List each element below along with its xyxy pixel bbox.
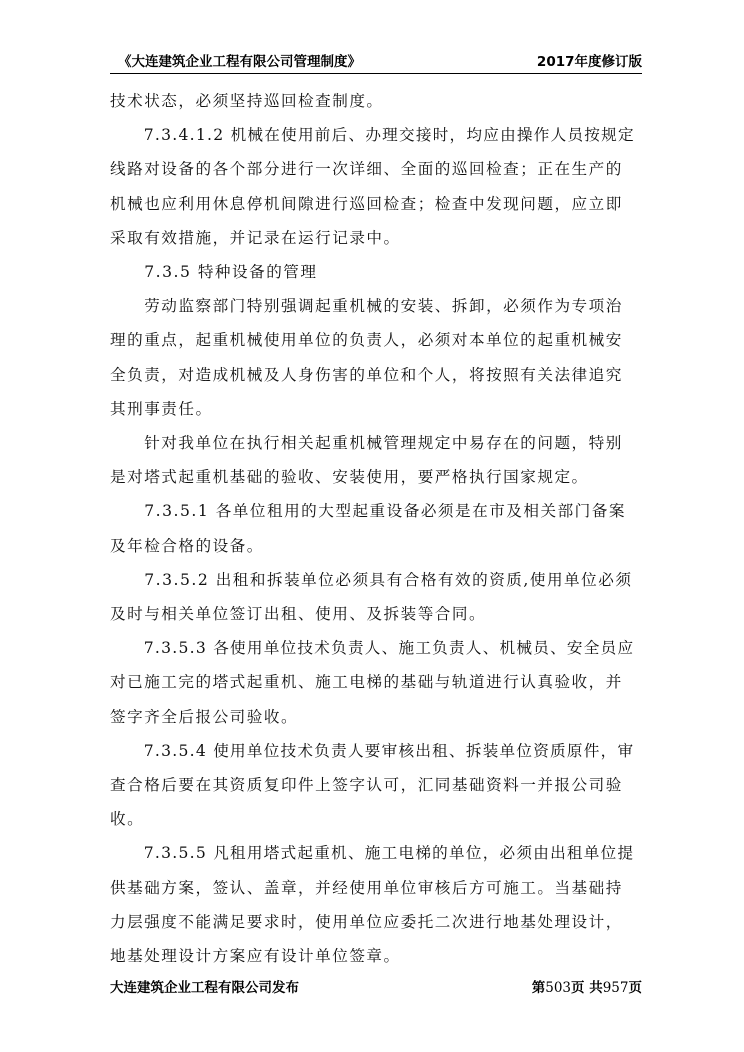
page-mid: 页 共	[571, 980, 603, 996]
text-line: 技术状态，必须坚持巡回检查制度。	[110, 92, 384, 110]
text-line: 7.3.5.3 各使用单位技术负责人、施工负责人、机械员、安全员应	[110, 639, 635, 658]
text-line: 及年检合格的设备。	[110, 536, 264, 555]
text-line: 及时与相关单位签订出租、使用、及拆装等合同。	[110, 605, 487, 624]
text-line: 采取有效措施，并记录在运行记录中。	[110, 228, 401, 247]
section-heading: 7.3.5 特种设备的管理	[110, 263, 318, 282]
document-title: 《大连建筑企业工程有限公司管理制度》	[118, 54, 361, 70]
text-line: 理的重点，起重机械使用单位的负责人，必须对本单位的起重机械安	[110, 331, 623, 350]
text-line: 其刑事责任。	[110, 399, 213, 418]
text-line: 力层强度不能满足要求时，使用单位应委托二次进行地基处理设计，	[110, 912, 623, 931]
text-line: 7.3.5.1 各单位租用的大型起重设备必须是在市及相关部门备案	[110, 502, 626, 521]
text-line: 针对我单位在执行相关起重机械管理规定中易存在的问题，特别	[110, 434, 623, 453]
page-suffix: 页	[628, 980, 642, 996]
page-total: 957	[602, 980, 629, 996]
text-line: 7.3.4.1.2 机械在使用前后、办理交接时，均应由操作人员按规定	[110, 126, 635, 145]
text-line: 是对塔式起重机基础的验收、安装使用，要严格执行国家规定。	[110, 468, 589, 487]
page-current: 503	[545, 980, 572, 996]
page-footer	[110, 976, 642, 996]
document-body	[110, 84, 642, 973]
text-line: 劳动监察部门特别强调起重机械的安装、拆卸，必须作为专项治	[110, 297, 623, 316]
text-line: 查合格后要在其资质复印件上签字认可，汇同基础资料一并报公司验	[110, 776, 623, 795]
page-header	[110, 50, 642, 72]
text-line: 7.3.5.4 使用单位技术负责人要审核出租、拆装单位资质原件，审	[110, 741, 635, 760]
header-divider	[110, 73, 642, 74]
text-line: 收。	[110, 810, 145, 829]
text-line: 对已施工完的塔式起重机、施工电梯的基础与轨道进行认真验收，并	[110, 673, 623, 692]
text-line: 签字齐全后报公司验收。	[110, 707, 299, 726]
text-line: 7.3.5.5 凡租用塔式起重机、施工电梯的单位，必须由出租单位提	[110, 844, 635, 863]
page-prefix: 第	[531, 980, 546, 996]
edition-label: 2017年度修订版	[536, 54, 642, 70]
text-line: 机械也应利用休息停机间隙进行巡回检查；检查中发现问题，应立即	[110, 194, 623, 213]
text-line: 全负责，对造成机械及人身伤害的单位和个人，将按照有关法律追究	[110, 365, 623, 384]
text-line: 供基础方案，签认、盖章，并经使用单位审核后方可施工。当基础持	[110, 878, 623, 897]
text-line: 线路对设备的各个部分进行一次详细、全面的巡回检查；正在生产的	[110, 160, 623, 179]
text-line: 7.3.5.2 出租和拆装单位必须具有合格有效的资质,使用单位必须	[110, 570, 633, 589]
page-number	[532, 976, 642, 996]
publisher-label: 大连建筑企业工程有限公司发布	[110, 980, 299, 996]
text-line: 地基处理设计方案应有设计单位签章。	[110, 947, 401, 966]
